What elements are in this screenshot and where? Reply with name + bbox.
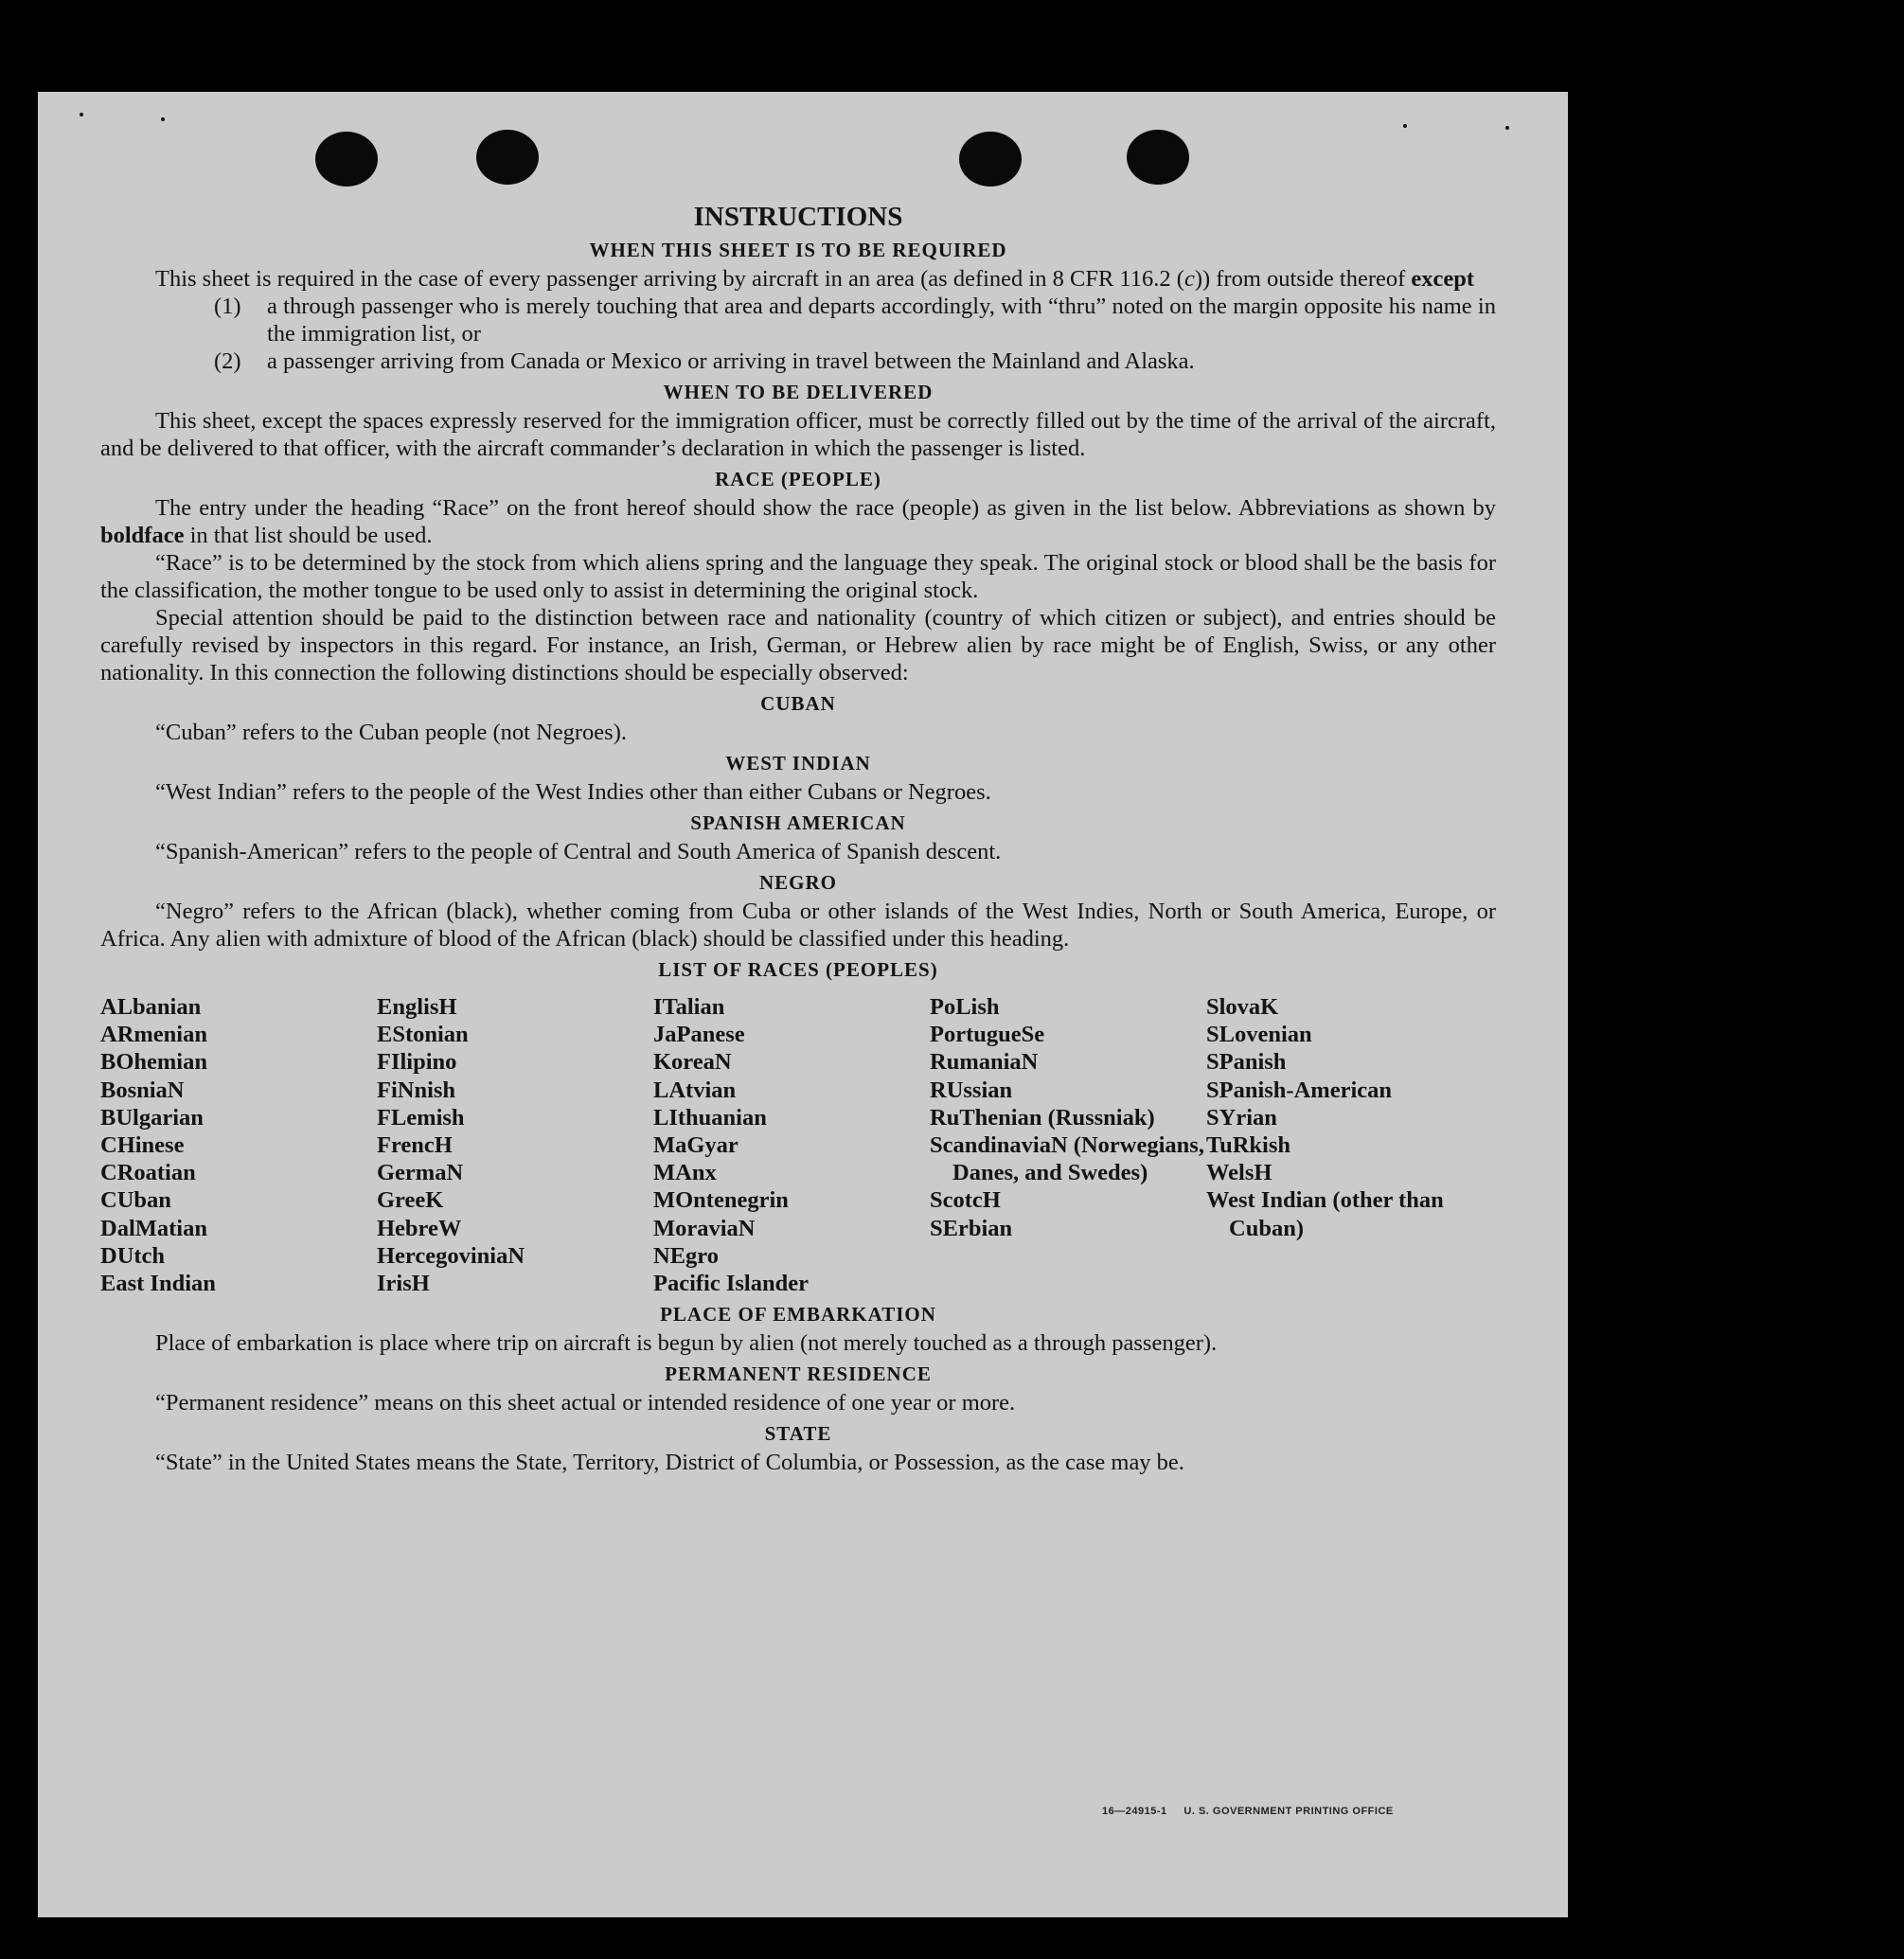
race-entry: KoreaN: [653, 1049, 732, 1076]
delivered-text: This sheet, except the spaces expressly reserved for the immigration officer, must be correctly filled out by the time of the arrival of the aircraft, and be delivered to that officer, with the aircraft commander’s declaration in which the passenger is listed.: [100, 408, 1496, 461]
race-entry: FiNnish: [377, 1077, 456, 1103]
race-entry: ALbanian: [100, 994, 202, 1020]
race-entry: MOntenegrin: [653, 1187, 789, 1214]
race-entry: IrisH: [377, 1271, 430, 1297]
race-entry: CRoatian: [100, 1160, 196, 1186]
race-entry: East Indian: [100, 1271, 216, 1297]
race-entry: HebreW: [377, 1215, 462, 1241]
punch-hole: [315, 132, 378, 187]
required-intro: This sheet is required in the case of every passenger arriving by aircraft in an area (as defined in 8 CFR 116.2 (c)) from outside thereof except: [155, 266, 1475, 292]
race-entry: DalMatian: [100, 1215, 207, 1241]
race-entry: RumaniaN: [930, 1049, 1039, 1076]
race-entry: GreeK: [377, 1187, 444, 1214]
race-entry: LIthuanian: [653, 1104, 767, 1131]
heading-permanent-residence: PERMANENT RESIDENCE: [665, 1362, 932, 1386]
race-entry: BosniaN: [100, 1077, 185, 1103]
race-column: [377, 993, 653, 1297]
race-entry: West Indian (other than Cuban): [1206, 1187, 1444, 1241]
race-entry: FLemish: [377, 1104, 465, 1131]
cuban-text: “Cuban” refers to the Cuban people (not Negroes).: [155, 720, 627, 745]
punch-hole: [476, 130, 539, 185]
race-entry: BOhemian: [100, 1049, 207, 1076]
race-entry: ARmenian: [100, 1022, 207, 1048]
race-column: [653, 993, 930, 1297]
race-entry: GermaN: [377, 1160, 464, 1186]
heading-list-of-races: LIST OF RACES (PEOPLES): [658, 958, 938, 981]
instructions-content: [100, 202, 1496, 1476]
race-entry: CUban: [100, 1187, 171, 1214]
state-text: “State” in the United States means the State, Territory, District of Columbia, or Possession, as the case may be.: [155, 1450, 1184, 1476]
race-paragraph-3: Special attention should be paid to the distinction between race and nationality (country of which citizen or subject), and entries should be carefully revised by inspectors in this regard. For instance, an Irish, German, or Hebrew alien by race might be of English, Swiss, or any other nationality. In this connection the following distinctions should be especially observed:: [100, 605, 1496, 686]
scan-speck: [80, 113, 83, 116]
race-entry: MaGyar: [653, 1132, 738, 1159]
race-entry: WelsH: [1206, 1160, 1272, 1186]
race-column: [930, 993, 1206, 1297]
race-entry: SPanish-American: [1206, 1077, 1392, 1103]
race-entry: ScandinaviaN (Norwegians, Danes, and Swedes): [930, 1132, 1204, 1186]
race-entry: RuThenian (Russniak): [930, 1104, 1155, 1131]
heading-west-indian: WEST INDIAN: [725, 752, 871, 775]
heading-place-of-embarkation: PLACE OF EMBARKATION: [660, 1303, 936, 1327]
negro-text: “Negro” refers to the African (black), whether coming from Cuba or other islands of the West Indies, North or South America, Europe, or Africa. Any alien with admixture of blood of the African (black) should be classified under this heading.: [100, 899, 1496, 952]
race-paragraph-2: “Race” is to be determined by the stock from which aliens spring and the language they speak. The original stock or blood shall be the basis for the classification, the mother tongue to be used only to assist in determining the original stock.: [100, 550, 1496, 603]
punch-hole: [959, 132, 1022, 187]
required-exception-item: (2) a passenger arriving from Canada or Mexico or arriving in travel between the Mainland and Alaska.: [214, 348, 1195, 374]
race-entry: MoraviaN: [653, 1215, 756, 1241]
race-entry: HercegoviniaN: [377, 1242, 525, 1269]
race-entry: CHinese: [100, 1132, 185, 1159]
race-entry: TuRkish: [1206, 1132, 1291, 1159]
required-exception-item: (1) a through passenger who is merely touching that area and departs accordingly, with “thru” noted on the margin opposite his name in the immigration list, or: [214, 294, 1496, 347]
heading-when-delivered: WHEN TO BE DELIVERED: [663, 381, 934, 403]
race-paragraph-1: The entry under the heading “Race” on the front hereof should show the race (people) as given in the list below. Abbreviations as shown by boldface in that list should be used.: [100, 495, 1496, 548]
race-entry: SLovenian: [1206, 1022, 1312, 1048]
race-entry: RUssian: [930, 1077, 1013, 1103]
race-entry: FIlipino: [377, 1049, 457, 1076]
race-entry: ITalian: [653, 994, 725, 1020]
form-code: 16—24915-1: [1102, 1806, 1167, 1817]
race-entry: BUlgarian: [100, 1104, 204, 1131]
heading-cuban: CUBAN: [760, 692, 836, 715]
punch-hole: [1127, 130, 1189, 185]
scan-speck: [1505, 126, 1509, 130]
west-indian-text: “West Indian” refers to the people of the West Indies other than either Cubans or Negroes.: [155, 779, 991, 805]
race-entry: FrencH: [377, 1132, 453, 1159]
race-entry: DUtch: [100, 1242, 166, 1269]
scan-speck: [1403, 124, 1407, 128]
race-entry: SErbian: [930, 1215, 1013, 1241]
race-column: [1206, 993, 1483, 1297]
race-entry: EStonian: [377, 1022, 469, 1048]
page-title: INSTRUCTIONS: [693, 202, 903, 232]
printer-imprint: [1102, 1806, 1394, 1817]
race-entry: SYrian: [1206, 1104, 1277, 1131]
heading-when-required: WHEN THIS SHEET IS TO BE REQUIRED: [589, 239, 1007, 261]
race-entry: EnglisH: [377, 994, 457, 1020]
residence-text: “Permanent residence” means on this sheet actual or intended residence of one year or more.: [155, 1390, 1016, 1416]
race-entry: PoLish: [930, 994, 1000, 1020]
heading-spanish-american: SPANISH AMERICAN: [690, 811, 906, 834]
heading-state: STATE: [764, 1422, 832, 1446]
race-entry: PortugueSe: [930, 1022, 1045, 1048]
race-entry: JaPanese: [653, 1022, 745, 1048]
race-entry: SlovaK: [1206, 994, 1279, 1020]
race-list: [100, 993, 1496, 1297]
race-entry: ScotcH: [930, 1187, 1001, 1214]
race-entry: SPanish: [1206, 1049, 1287, 1076]
spanish-american-text: “Spanish-American” refers to the people of Central and South America of Spanish descent.: [155, 839, 1002, 864]
heading-negro: NEGRO: [758, 871, 837, 894]
heading-race: RACE (PEOPLE): [715, 468, 881, 490]
race-entry: MAnx: [653, 1160, 717, 1186]
scan-speck: [161, 117, 165, 121]
printer-name: U. S. GOVERNMENT PRINTING OFFICE: [1183, 1806, 1394, 1817]
embarkation-text: Place of embarkation is place where trip on aircraft is begun by alien (not merely touched as a through passenger).: [155, 1330, 1218, 1357]
race-entry: LAtvian: [653, 1077, 737, 1103]
race-column: [100, 993, 377, 1297]
document-sheet: [38, 92, 1568, 1917]
race-entry: NEgro: [653, 1242, 719, 1269]
race-entry: Pacific Islander: [653, 1271, 809, 1297]
